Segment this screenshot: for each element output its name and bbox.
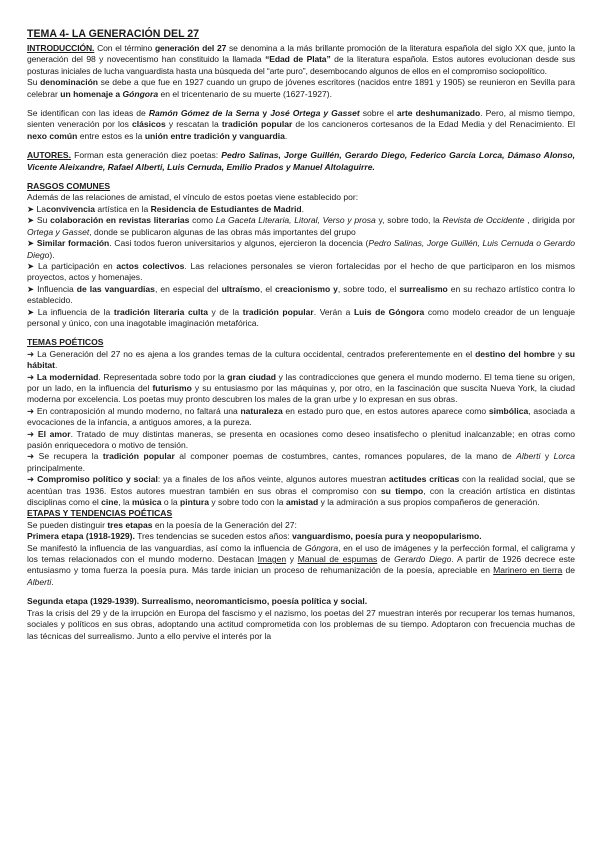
authors-heading: AUTORES. — [27, 150, 72, 161]
page-title: TEMA 4- LA GENERACIÓN DEL 27 — [27, 28, 200, 40]
etapas-heading: ETAPAS Y TENDENCIAS POÉTICAS — [27, 508, 173, 519]
list-item: ➤ La influencia de la tradición literaria culta y de la tradición popular. Verán a Luis de Góngora como modelo creador de un lenguaje personal y único, con una inagotable imaginación metafórica. — [27, 306, 576, 328]
arrow-bullet-icon: ➤ — [27, 215, 35, 226]
document-page — [27, 28, 575, 642]
intro-heading: INTRODUCCIÓN. — [27, 43, 95, 53]
etapa-2-paragraph: Tras la crisis del 29 y de la irrupción en Europa del fascismo y el nazismo, los poetas del 27 muestran interés por recuperar los temas humanos, sociales y políticos en sus obras, adoptando una actitud comprometida con los problemas de su tiempo. Adoptaron con frecuencia muchas de las técnicas del surrealismo. Junto a ello pervive el interés por la — [27, 607, 575, 641]
list-item: ➤ Su colaboración en revistas literarias como La Gaceta Literaria, Litoral, Verso y prosa y, sobre todo, la Revista de Occidente , dirigida por Ortega y Gasset, donde se publicaron algunas de las obras más importantes del grupo — [27, 215, 575, 237]
list-item: ➜ Se recupera la tradición popular al componer poemas de costumbres, cantes, romances populares, de la mano de Alberti y Lorca principalmente. — [27, 451, 575, 473]
authors-paragraph: AUTORES. Forman esta generación diez poetas: Pedro Salinas, Jorge Guillén, Gerardo Diego, Federico García Lorca, Dámaso Alonso, Vicente Aleixandre, Rafael Alberti, Luis Cernuda, Emilio Prados y Manuel Altolaguirre. — [27, 150, 575, 172]
arrow-bullet-icon: ➜ — [27, 474, 35, 485]
etapa-1-paragraph: Se manifestó la influencia de las vanguardias, así como la influencia de Góngora, en el uso de imágenes y la perfección formal, el caligrama y los temas relacionados con el mundo moderno. Destacan Imagen y Manual de espumas de Gerardo Diego. A partir de 1926 decrece este entusiasmo y toma fuerza la poesía pura. Más tarde inician un proceso de rehumanización de la poesía, apreciable en Marinero en tierra de Alberti. — [27, 542, 576, 587]
arrow-bullet-icon: ➤ — [27, 260, 35, 271]
list-item: ➜ En contraposición al mundo moderno, no faltará una naturaleza en estado puro que, en estos autores aparece como simbólica, asociada a evocaciones de la infancia, a antiguos amores, a la pureza. — [27, 405, 575, 428]
arrow-bullet-icon: ➤ — [27, 306, 35, 317]
rasgos-heading: RASGOS COMUNES — [27, 181, 111, 192]
arrow-bullet-icon: ➜ — [27, 451, 35, 462]
list-item: ➜ La modernidad. Representada sobre todo por la gran ciudad y las contradicciones que genera el mundo moderno. El tema tiene su origen, por un lado, en la influencia del futurismo y su entusiasmo por las máquinas y, por otro, en la fascinación que suscita Nueva York, la ciudad moderna por excelencia. Los poetas muy pronto descubren los males de la gran urbe y lo expresan en sus obras. — [27, 371, 576, 405]
list-item: ➤ Similar formación. Casi todos fueron universitarios y algunos, ejercieron la docencia (Pedro Salinas, Jorge Guillén, Luis Cernuda o Gerardo Diego). — [27, 238, 575, 260]
arrow-bullet-icon: ➜ — [27, 348, 35, 359]
intro-paragraph-3: Se identifican con las ideas de Ramón Gómez de la Serna y José Ortega y Gasset sobre el arte deshumanizado. Pero, al mismo tiempo, sienten veneración por los clásicos y rescatan la tradición popular de los cancioneros cortesanos de la Edad Media y del Renacimiento. El nexo común entre estos es la unión entre tradición y vanguardia. — [27, 108, 576, 141]
arrow-bullet-icon: ➜ — [27, 371, 35, 382]
intro-paragraph-1: INTRODUCCIÓN. Con el término generación del 27 se denomina a la más brillante promoción de la literatura española del siglo XX que, junto la generación del 98 y novecentismo han constituido la llamada “Edad de Plata” de la literatura española. Estos autores evolucionan desde sus posturas iniciales de lucha vanguardista hasta una búsqueda del “arte puro”, desembocando algunos de ellos en el compromiso sociopolítico. — [27, 43, 575, 76]
list-item: ➤ Laconvivencia artística en la Residencia de Estudiantes de Madrid. — [27, 203, 305, 214]
list-item: ➜ Compromiso político y social: ya a finales de los años veinte, algunos autores muestran actitudes críticas con la realidad social, que se acentúan tras 1936. Estos autores muestran también en sus obras el compromiso con su tiempo, con la creación artística en distintas disciplinas como el cine, la música o la pintura y sobre todo con la amistad y la admiración a sus propios compañeros de generación. — [27, 474, 575, 508]
arrow-bullet-icon: ➤ — [27, 238, 35, 249]
arrow-bullet-icon: ➤ — [27, 203, 35, 214]
rasgos-intro: Además de las relaciones de amistad, el vínculo de estos poetas viene establecido por: — [27, 192, 359, 203]
authors-list: Pedro Salinas, Jorge Guillén, Gerardo Diego, Federico García Lorca, Dámaso Alonso, Vicente Aleixandre, Rafael Alberti, Luis Cernuda, Emilio Prados y Manuel Altolaguirre. — [27, 150, 575, 172]
list-item: ➜ El amor. Tratado de muy distintas maneras, se presenta en ocasiones como deseo insatisfecho o plenitud inalcanzable; en otras como pasión enriquecedora o motivo de tensión. — [27, 428, 575, 450]
list-item: ➜ La Generación del 27 no es ajena a los grandes temas de la cultura occidental, centrados preferentemente en el destino del hombre y su hábitat. — [27, 348, 575, 371]
etapa-1-heading: Primera etapa (1918-1929). Tres tendencias se suceden estos años: vanguardismo, poesía pura y neopopularismo. — [27, 531, 482, 542]
arrow-bullet-icon: ➜ — [27, 405, 35, 416]
list-item: ➤ Influencia de las vanguardias, en especial del ultraísmo, el creacionismo y, sobre todo, el surrealismo en su rechazo artístico contra lo establecido. — [27, 283, 575, 306]
intro-paragraph-2: Su denominación se debe a que fue en 1927 cuando un grupo de jóvenes escritores (nacidos entre 1891 y 1905) se reunieron en Sevilla para celebrar un homenaje a Góngora en el tricentenario de su muerte (1627-1927). — [27, 77, 575, 99]
etapa-2-heading: Segunda etapa (1929-1939). Surrealismo, neoromanticismo, poesía política y social. — [27, 596, 368, 607]
etapas-intro: Se pueden distinguir tres etapas en la poesía de la Generación del 27: — [27, 519, 297, 530]
temas-heading: TEMAS POÉTICOS — [27, 337, 104, 348]
arrow-bullet-icon: ➤ — [27, 283, 35, 294]
list-item: ➤ La participación en actos colectivos. Las relaciones personales se vieron fortalecidas por el hecho de que participaron en los mismos proyectos, actos y homenajes. — [27, 260, 575, 283]
arrow-bullet-icon: ➜ — [27, 428, 35, 439]
